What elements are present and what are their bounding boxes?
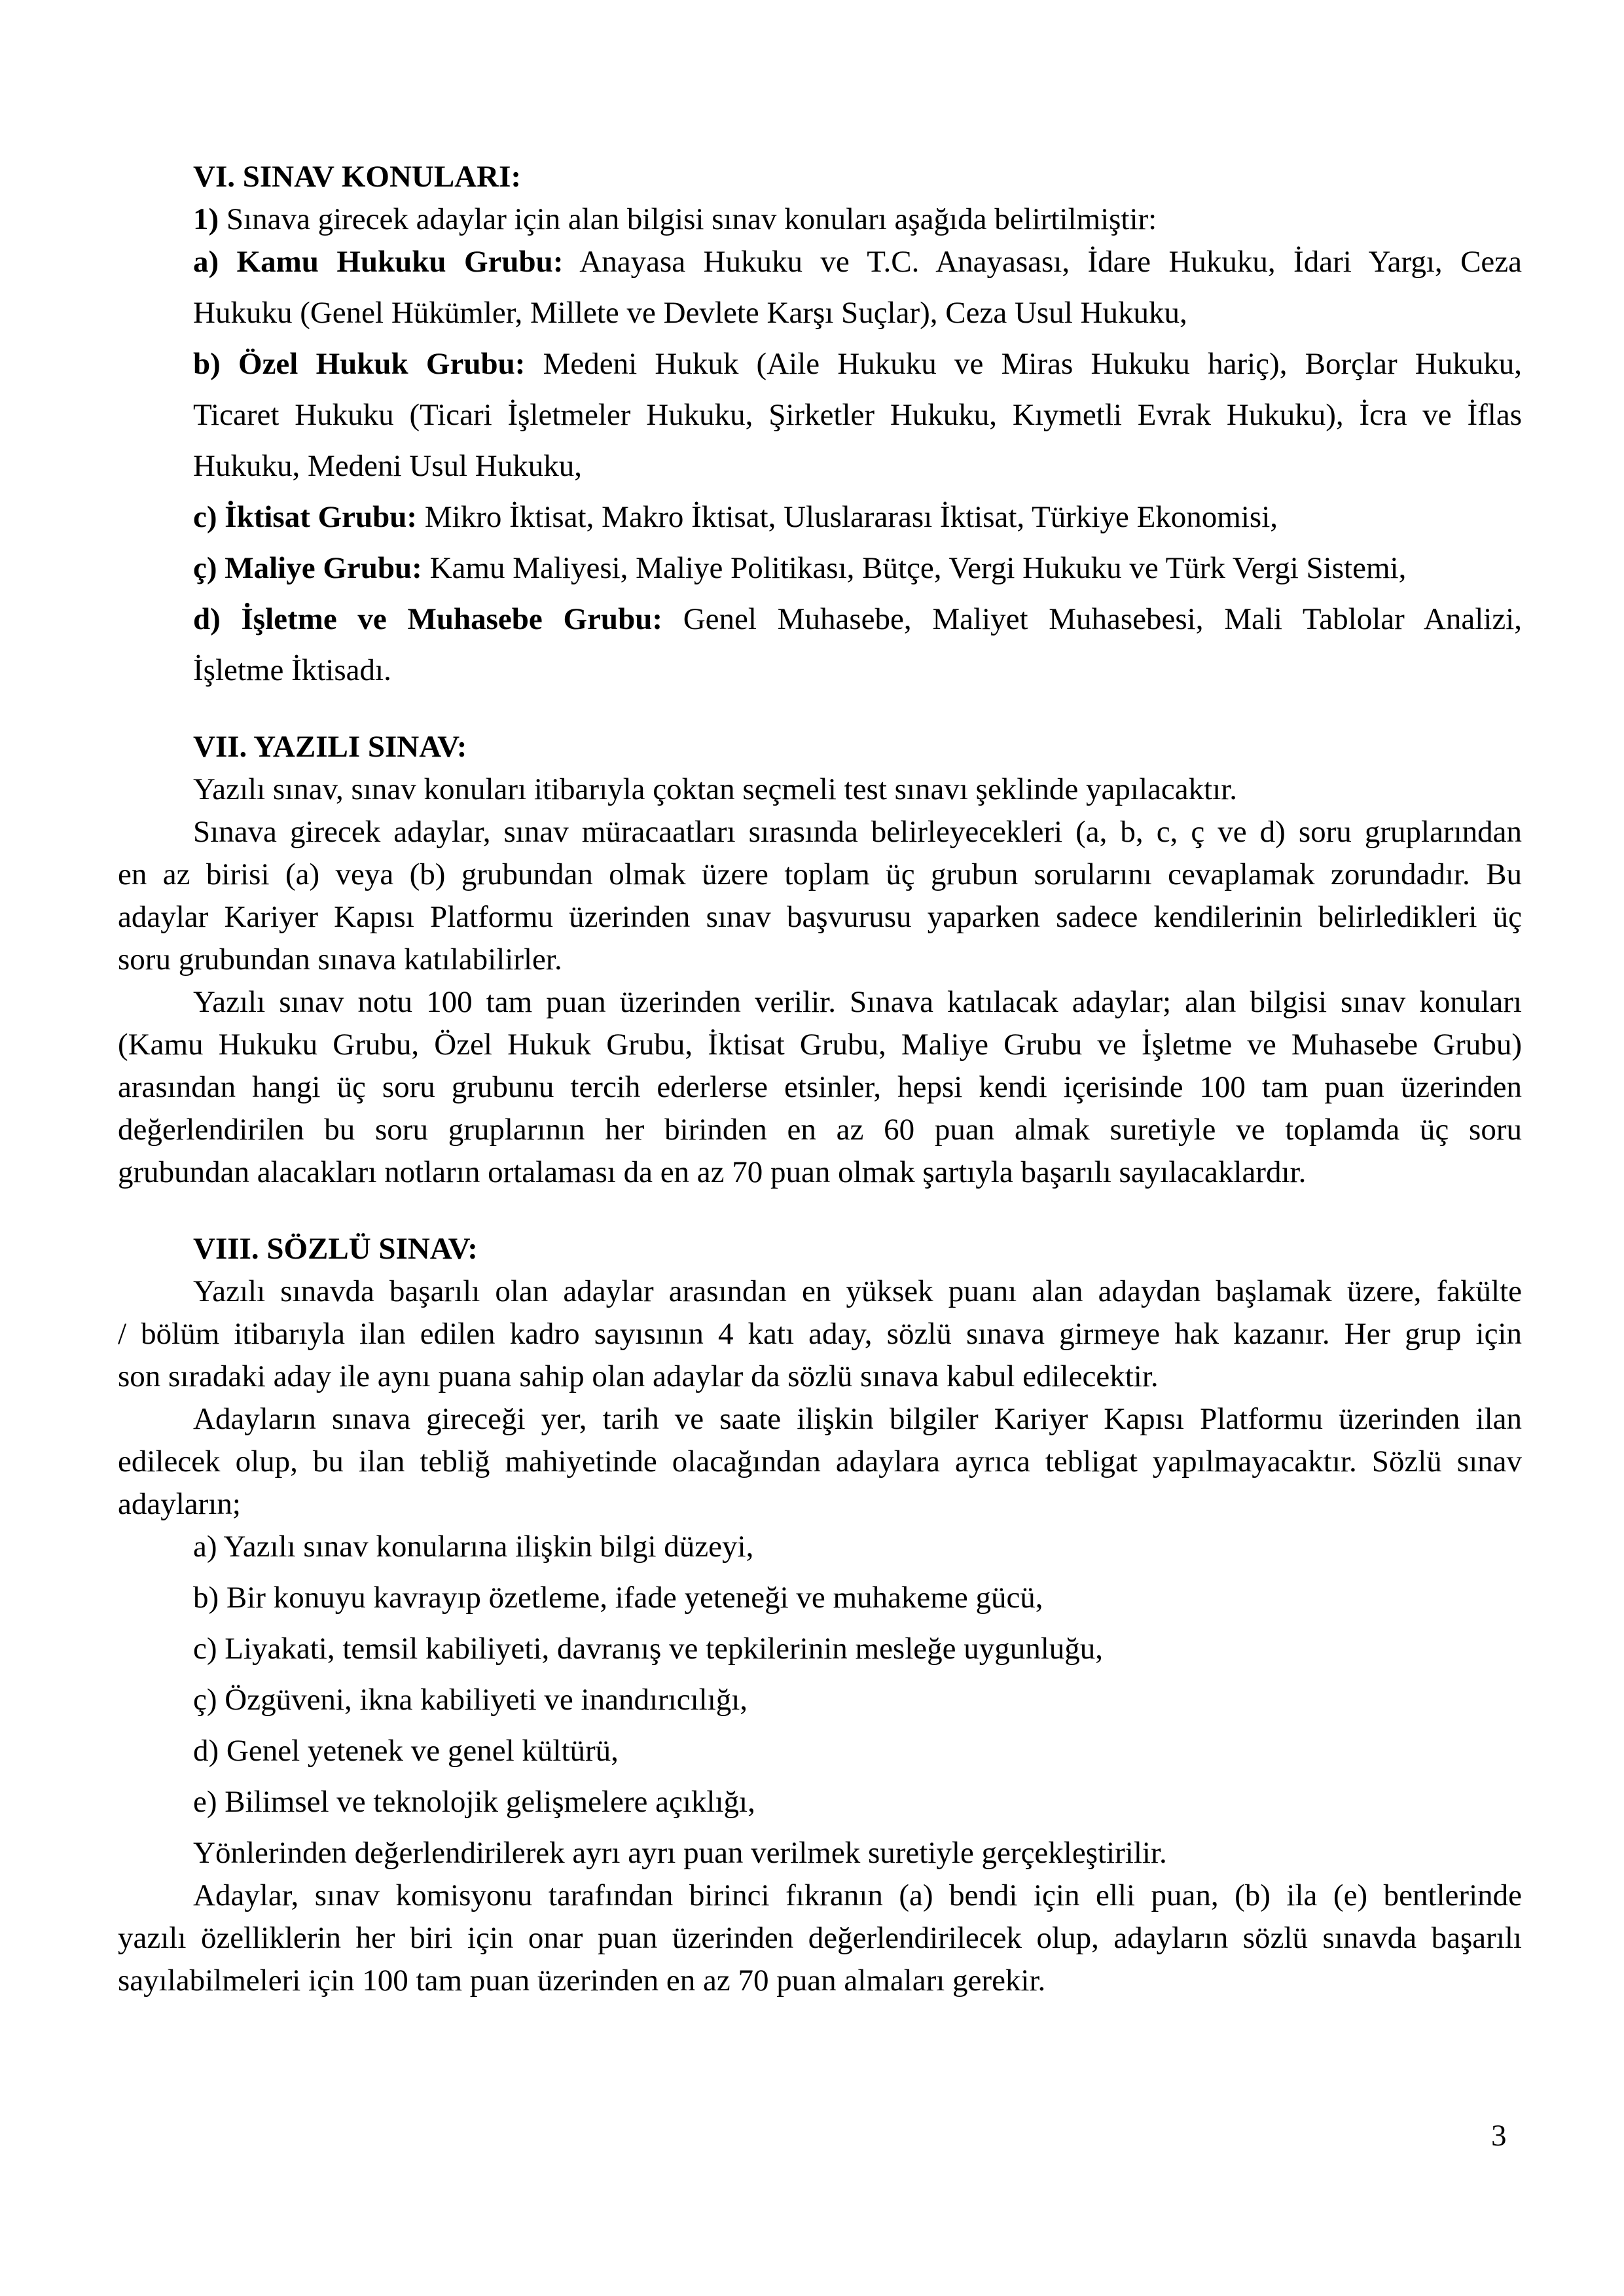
group-c-label: c) İktisat Grubu: <box>193 500 418 534</box>
group-cc-text: Kamu Maliyesi, Maliye Politikası, Bütçe, Vergi Hukuku ve Türk Vergi Sistemi, <box>422 551 1407 585</box>
criterion-cc: ç) Özgüveni, ikna kabiliyeti ve inandırıcılığı, <box>193 1683 748 1717</box>
criterion-d: d) Genel yetenek ve genel kültürü, <box>193 1734 619 1768</box>
vii-p2-line-3: adaylar Kariyer Kapısı Platformu üzerinden sınav başvurusu yaparken sadece kendilerinin belirledikleri üç <box>118 900 1522 934</box>
vii-p3-line-3: arasından hangi üç soru grubunu tercih ederlerse etsinler, hepsi kendi içerisinde 100 tam puan üzerinden <box>118 1070 1522 1104</box>
group-b-text: Medeni Hukuk (Aile Hukuku ve Miras Hukuku hariç), Borçlar Hukuku, <box>525 347 1523 381</box>
viii-p4-line-2: yazılı özelliklerin her biri için onar puan üzerinden değerlendirilecek olup, adayların sözlü sınavda başarılı <box>118 1921 1522 1955</box>
viii-p3-line: Yönlerinden değerlendirilerek ayrı ayrı puan verilmek suretiyle gerçekleştirilir. <box>193 1836 1167 1870</box>
group-d-line-2: İşletme İktisadı. <box>193 653 391 687</box>
intro-line <box>193 204 1157 235</box>
criterion-b: b) Bir konuyu kavrayıp özetleme, ifade yeteneği ve muhakeme gücü, <box>193 1581 1043 1615</box>
group-a-line-1 <box>193 247 1522 278</box>
viii-p2-line-2: edilecek olup, bu ilan tebliğ mahiyetinde olacağından adaylara ayrıca tebligat yapılmayacaktır. Sözlü sınav <box>118 1444 1522 1479</box>
group-c-text: Mikro İktisat, Makro İktisat, Uluslararası İktisat, Türkiye Ekonomisi, <box>417 500 1278 534</box>
group-d-text: Genel Muhasebe, Maliyet Muhasebesi, Mali Tablolar Analizi, <box>662 602 1522 636</box>
vii-p1-line: Yazılı sınav, sınav konuları itibarıyla çoktan seçmeli test sınavı şeklinde yapılacaktır. <box>193 772 1238 806</box>
vii-p2-line-2: en az birisi (a) veya (b) grubundan olmak üzere toplam üç grubun sorularını cevaplamak zorundadır. Bu <box>118 857 1522 891</box>
intro-number: 1) <box>193 202 219 236</box>
vii-p3-line-1: Yazılı sınav notu 100 tam puan üzerinden verilir. Sınava katılacak adaylar; alan bilgisi sınav konuları <box>193 985 1522 1019</box>
group-cc-line <box>193 553 1406 584</box>
viii-p2-line-3: adayların; <box>118 1487 241 1521</box>
viii-p4-line-1: Adaylar, sınav komisyonu tarafından birinci fıkranın (a) bendi için elli puan, (b) ila (e) bentlerinde <box>193 1878 1522 1912</box>
section-heading-viii: VIII. SÖZLÜ SINAV: <box>193 1232 478 1266</box>
group-cc-label: ç) Maliye Grubu: <box>193 551 422 585</box>
vii-p3-line-4: değerlendirilen bu soru gruplarının her birinden en az 60 puan almak suretiyle ve toplamda üç soru <box>118 1113 1522 1147</box>
vii-p3-line-2: (Kamu Hukuku Grubu, Özel Hukuk Grubu, İktisat Grubu, Maliye Grubu ve İşletme ve Muhasebe Grubu) <box>118 1028 1522 1062</box>
group-d-label: d) İşletme ve Muhasebe Grubu: <box>193 602 662 636</box>
intro-text: Sınava girecek adaylar için alan bilgisi sınav konuları aşağıda belirtilmiştir: <box>219 202 1157 236</box>
group-b-label: b) Özel Hukuk Grubu: <box>193 347 526 381</box>
group-a-label: a) Kamu Hukuku Grubu: <box>193 245 564 279</box>
viii-p1-line-2: / bölüm itibarıyla ilan edilen kadro sayısının 4 katı aday, sözlü sınava girmeye hak kazanır. Her grup için <box>118 1317 1522 1351</box>
page-number: 3 <box>1491 2119 1507 2153</box>
group-d-line-1 <box>193 604 1522 635</box>
group-a-text: Anayasa Hukuku ve T.C. Anayasası, İdare Hukuku, İdari Yargı, Ceza <box>563 245 1522 279</box>
vii-p2-line-4: soru grubundan sınava katılabilirler. <box>118 942 562 977</box>
group-a-line-2: Hukuku (Genel Hükümler, Millete ve Devlete Karşı Suçlar), Ceza Usul Hukuku, <box>193 296 1187 330</box>
section-heading-vii: VII. YAZILI SINAV: <box>193 730 467 764</box>
viii-p2-line-1: Adayların sınava gireceği yer, tarih ve saate ilişkin bilgiler Kariyer Kapısı Platformu üzerinden ilan <box>193 1402 1522 1436</box>
criterion-a: a) Yazılı sınav konularına ilişkin bilgi düzeyi, <box>193 1530 754 1564</box>
vii-p3-line-5: grubundan alacakları notların ortalaması da en az 70 puan olmak şartıyla başarılı sayılacaklardır. <box>118 1155 1307 1189</box>
criterion-e: e) Bilimsel ve teknolojik gelişmelere açıklığı, <box>193 1785 755 1819</box>
group-b-line-3: Hukuku, Medeni Usul Hukuku, <box>193 449 582 483</box>
viii-p4-line-3: sayılabilmeleri için 100 tam puan üzerinden en az 70 puan almaları gerekir. <box>118 1964 1046 1998</box>
vii-p2-line-1: Sınava girecek adaylar, sınav müracaatları sırasında belirleyecekleri (a, b, c, ç ve d) soru gruplarından <box>193 815 1522 849</box>
section-heading-vi: VI. SINAV KONULARI: <box>193 160 522 194</box>
group-b-line-1 <box>193 349 1522 380</box>
group-b-line-2: Ticaret Hukuku (Ticari İşletmeler Hukuku, Şirketler Hukuku, Kıymetli Evrak Hukuku), İcra ve İflas <box>193 398 1522 432</box>
criterion-c: c) Liyakati, temsil kabiliyeti, davranış ve tepkilerinin mesleğe uygunluğu, <box>193 1632 1104 1666</box>
viii-p1-line-3: son sıradaki aday ile aynı puana sahip olan adaylar da sözlü sınava kabul edilecektir. <box>118 1359 1159 1393</box>
viii-p1-line-1: Yazılı sınavda başarılı olan adaylar arasından en yüksek puanı alan adaydan başlamak üzere, fakülte <box>193 1274 1522 1308</box>
group-c-line <box>193 502 1278 533</box>
